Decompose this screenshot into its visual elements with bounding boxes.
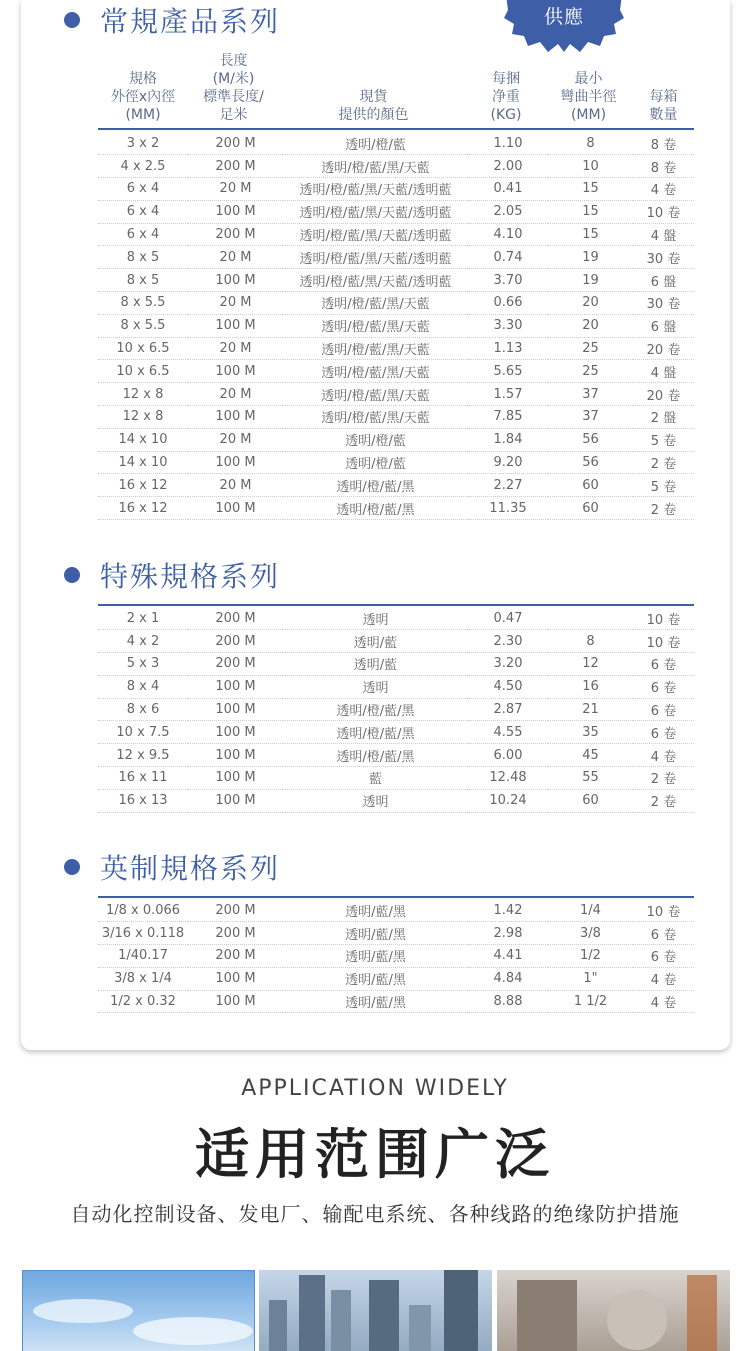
section-title-regular [64,2,280,38]
table-cell: 4 x 2 [98,630,188,653]
cloud-icon [23,1271,255,1351]
table-cell: 16 x 13 [98,789,188,812]
table-cell: 100 M [188,744,283,767]
sky-photo [22,1270,255,1351]
table-cell: 100 M [188,967,283,990]
table-cell: 14 x 10 [98,451,188,474]
table-cell: 200 M [188,155,283,178]
table-cell: 60 [548,789,633,812]
table-cell: 12.48 [468,767,548,790]
table-cell: 10 卷 [633,607,694,630]
table-cell: 6 x 4 [98,178,188,201]
table-cell: 1" [548,967,633,990]
table-row [98,337,694,360]
table-cell: 3/8 x 1/4 [98,967,188,990]
table-cell: 8 [548,132,633,155]
table-cell: 透明/橙/藍/黑 [283,721,468,744]
table-cell: 15 [548,200,633,223]
table-cell: 25 [548,360,633,383]
table-cell: 8 卷 [633,155,694,178]
table-cell: 8 x 6 [98,698,188,721]
header-spec: 規格 外徑x內徑 (MM) [110,71,176,123]
table-row [98,967,694,990]
building-icon [259,1270,492,1351]
table-cell: 60 [548,474,633,497]
table-cell: 200 M [188,945,283,968]
table-cell: 8 卷 [633,132,694,155]
table-cell: 1.42 [468,899,548,922]
table-cell: 4.55 [468,721,548,744]
table-cell: 5.65 [468,360,548,383]
table-cell: 6 卷 [633,922,694,945]
table-cell: 透明/橙/藍/黑/天藍 [283,337,468,360]
table-cell: 0.41 [468,178,548,201]
table-cell: 5 x 3 [98,653,188,676]
table-cell: 4 卷 [633,990,694,1013]
table-cell: 透明/藍 [283,653,468,676]
application-title: 适用范围广泛 [195,1123,555,1186]
table-cell: 20 [548,292,633,315]
table-cell: 3.70 [468,269,548,292]
table-cell: 4.41 [468,945,548,968]
table-cell: 透明/橙/藍/黑/天藍/透明藍 [283,223,468,246]
table-cell: 1/8 x 0.066 [98,899,188,922]
table-cell: 16 x 11 [98,767,188,790]
table-cell: 8 x 5 [98,246,188,269]
table-cell: 4 卷 [633,967,694,990]
section-heading: 特殊規格系列 [100,560,281,593]
table-cell: 100 M [188,721,283,744]
table-row [98,428,694,451]
table-cell: 2 卷 [633,451,694,474]
table-cell: 21 [548,698,633,721]
table-cell: 20 [548,314,633,337]
table-row [98,406,694,429]
table-row [98,899,694,922]
header-divider [98,128,694,130]
table-cell: 透明/橙/藍/黑/天藍/透明藍 [283,178,468,201]
regular-spec-table [98,132,694,520]
table-cell: 透明/橙/藍/黑/天藍/透明藍 [283,200,468,223]
table-cell: 7.85 [468,406,548,429]
table-cell: 透明/橙/藍/黑/天藍 [283,360,468,383]
table-cell: 2.05 [468,200,548,223]
table-cell: 10 卷 [633,630,694,653]
table-cell: 0.47 [468,607,548,630]
table-cell: 2 x 1 [98,607,188,630]
table-cell: 6 盤 [633,314,694,337]
table-cell: 透明/橙/藍 [283,132,468,155]
table-cell: 8.88 [468,990,548,1013]
section-heading: 英制規格系列 [100,852,281,885]
table-cell: 透明/橙/藍/黑/天藍 [283,383,468,406]
table-row [98,698,694,721]
table-cell: 透明/橙/藍/黑 [283,744,468,767]
table-cell: 6 卷 [633,698,694,721]
table-cell: 20 M [188,292,283,315]
table-cell: 12 x 8 [98,383,188,406]
table-row [98,607,694,630]
table-cell: 1/2 x 0.32 [98,990,188,1013]
table-cell: 2.00 [468,155,548,178]
table-cell: 15 [548,223,633,246]
table-cell: 10.24 [468,789,548,812]
table-cell: 100 M [188,990,283,1013]
table-cell: 透明 [283,789,468,812]
table-cell: 8 x 4 [98,675,188,698]
table-cell: 14 x 10 [98,428,188,451]
table-row [98,451,694,474]
table-cell: 4 x 2.5 [98,155,188,178]
table-cell: 10 [548,155,633,178]
table-cell: 4.84 [468,967,548,990]
table-cell: 6 卷 [633,945,694,968]
table-cell: 9.20 [468,451,548,474]
table-cell: 200 M [188,223,283,246]
header-color: 現貨 提供的顏色 [338,89,409,123]
table-cell: 100 M [188,269,283,292]
table-cell: 20 M [188,383,283,406]
table-cell: 30 卷 [633,246,694,269]
table-cell: 55 [548,767,633,790]
header-radius: 最小 彎曲半徑 (MM) [560,71,617,123]
table-cell: 60 [548,497,633,520]
table-cell: 200 M [188,132,283,155]
table-cell: 11.35 [468,497,548,520]
table-cell: 100 M [188,406,283,429]
table-cell: 19 [548,269,633,292]
table-cell: 1/4 [548,899,633,922]
table-cell: 透明/橙/藍/黑/天藍/透明藍 [283,246,468,269]
table-cell: 20 M [188,246,283,269]
header-qty: 每箱 數量 [649,89,678,123]
bullet-dot-icon [64,567,80,583]
table-cell: 6.00 [468,744,548,767]
table-row [98,990,694,1013]
table-cell: 20 卷 [633,337,694,360]
table-cell: 200 M [188,630,283,653]
table-row [98,474,694,497]
table-cell [548,607,633,630]
table-cell: 100 M [188,698,283,721]
table-cell: 37 [548,406,633,429]
table-cell: 6 卷 [633,653,694,676]
table-cell: 35 [548,721,633,744]
table-row [98,653,694,676]
table-cell: 4 盤 [633,360,694,383]
table-cell: 透明/藍/黑 [283,922,468,945]
table-cell: 1.57 [468,383,548,406]
table-cell: 16 x 12 [98,474,188,497]
table-cell: 25 [548,337,633,360]
table-cell: 8 x 5.5 [98,292,188,315]
header-weight: 每捆 净重 (KG) [490,71,522,123]
table-cell: 45 [548,744,633,767]
application-description: 自动化控制设备、发电厂、输配电系统、各种线路的绝缘防护措施 [70,1202,680,1226]
table-cell: 6 卷 [633,721,694,744]
table-cell: 200 M [188,653,283,676]
table-cell: 100 M [188,675,283,698]
table-cell: 6 x 4 [98,223,188,246]
table-row [98,767,694,790]
table-cell: 1/2 [548,945,633,968]
table-cell: 透明/藍/黑 [283,945,468,968]
table-cell: 1 1/2 [548,990,633,1013]
table-cell: 透明/橙/藍/黑/天藍 [283,406,468,429]
table-cell: 10 x 7.5 [98,721,188,744]
table-cell: 0.74 [468,246,548,269]
table-row [98,200,694,223]
table-cell: 2 卷 [633,789,694,812]
table-cell: 透明 [283,675,468,698]
table-cell: 100 M [188,360,283,383]
table-cell: 透明 [283,607,468,630]
table-cell: 200 M [188,607,283,630]
header-length: 長度 (M/米) 標準長度/ 足米 [203,53,264,123]
table-cell: 透明/橙/藍/黑 [283,698,468,721]
table-cell: 6 盤 [633,269,694,292]
bullet-dot-icon [64,12,80,28]
table-cell: 20 M [188,178,283,201]
table-row [98,675,694,698]
table-cell: 2 卷 [633,497,694,520]
imperial-spec-table [98,899,694,1013]
table-cell: 透明/橙/藍/黑 [283,474,468,497]
table-cell: 16 [548,675,633,698]
table-cell: 20 卷 [633,383,694,406]
table-row [98,945,694,968]
table-cell: 3 x 2 [98,132,188,155]
table-cell: 透明/藍/黑 [283,990,468,1013]
special-spec-table [98,607,694,813]
table-cell: 2.30 [468,630,548,653]
table-cell: 4 卷 [633,178,694,201]
machine-icon [497,1270,730,1351]
table-cell: 透明/藍 [283,630,468,653]
table-cell: 20 M [188,337,283,360]
table-row [98,269,694,292]
table-cell: 透明/橙/藍/黑/天藍 [283,292,468,315]
table-row [98,497,694,520]
table-cell: 3.30 [468,314,548,337]
application-english-title: APPLICATION WIDELY [241,1076,509,1101]
table-cell: 透明/橙/藍/黑/天藍 [283,155,468,178]
table-cell: 19 [548,246,633,269]
table-cell: 透明/橙/藍/黑/天藍 [283,314,468,337]
table-row [98,744,694,767]
table-row [98,789,694,812]
table-cell: 1.10 [468,132,548,155]
table-cell: 1.84 [468,428,548,451]
header-divider [98,896,694,898]
table-cell: 6 x 4 [98,200,188,223]
table-cell: 12 x 9.5 [98,744,188,767]
city-buildings-photo [259,1270,492,1351]
table-cell: 透明/橙/藍/黑 [283,497,468,520]
header-divider [98,604,694,606]
table-cell: 200 M [188,922,283,945]
table-row [98,178,694,201]
table-cell: 12 [548,653,633,676]
table-cell: 6 卷 [633,675,694,698]
table-cell: 10 x 6.5 [98,337,188,360]
bullet-dot-icon [64,859,80,875]
table-cell: 透明/橙/藍/黑/天藍/透明藍 [283,269,468,292]
table-row [98,292,694,315]
section-title-special [64,557,280,593]
table-cell: 4 盤 [633,223,694,246]
table-cell: 12 x 8 [98,406,188,429]
table-row [98,132,694,155]
section-title-imperial [64,849,280,885]
table-cell: 4 卷 [633,744,694,767]
table-row [98,922,694,945]
table-cell: 透明/橙/藍 [283,451,468,474]
table-cell: 2 卷 [633,767,694,790]
table-cell: 4.50 [468,675,548,698]
table-cell: 1.13 [468,337,548,360]
table-cell: 2.87 [468,698,548,721]
table-cell: 100 M [188,314,283,337]
table-cell: 37 [548,383,633,406]
table-row [98,155,694,178]
table-cell: 16 x 12 [98,497,188,520]
table-cell: 100 M [188,767,283,790]
table-cell: 3.20 [468,653,548,676]
table-cell: 3/16 x 0.118 [98,922,188,945]
table-cell: 3/8 [548,922,633,945]
table-cell: 30 卷 [633,292,694,315]
table-cell: 100 M [188,451,283,474]
table-cell: 15 [548,178,633,201]
table-cell: 透明/橙/藍 [283,428,468,451]
table-cell: 200 M [188,899,283,922]
table-cell: 10 卷 [633,200,694,223]
table-cell: 1/40.17 [98,945,188,968]
badge-label: 供應 [543,6,584,28]
supply-badge [504,0,624,52]
table-cell: 10 卷 [633,899,694,922]
table-cell: 透明/藍/黑 [283,967,468,990]
table-row [98,223,694,246]
table-cell: 0.66 [468,292,548,315]
table-row [98,360,694,383]
table-cell: 100 M [188,789,283,812]
table-cell: 透明/藍/黑 [283,899,468,922]
table-cell: 8 x 5.5 [98,314,188,337]
table-cell: 藍 [283,767,468,790]
table-row [98,721,694,744]
table-cell: 2.98 [468,922,548,945]
table-row [98,314,694,337]
table-cell: 56 [548,428,633,451]
table-cell: 20 M [188,474,283,497]
section-heading: 常規產品系列 [100,5,281,38]
table-cell: 8 x 5 [98,269,188,292]
table-cell: 56 [548,451,633,474]
table-row [98,630,694,653]
industrial-machine-photo [497,1270,730,1351]
table-cell: 20 M [188,428,283,451]
table-cell: 100 M [188,497,283,520]
table-cell: 2 盤 [633,406,694,429]
table-cell: 8 [548,630,633,653]
table-cell: 4.10 [468,223,548,246]
table-cell: 100 M [188,200,283,223]
table-cell: 10 x 6.5 [98,360,188,383]
table-row [98,383,694,406]
table-cell: 5 卷 [633,474,694,497]
table-cell: 5 卷 [633,428,694,451]
table-row [98,246,694,269]
table-cell: 2.27 [468,474,548,497]
